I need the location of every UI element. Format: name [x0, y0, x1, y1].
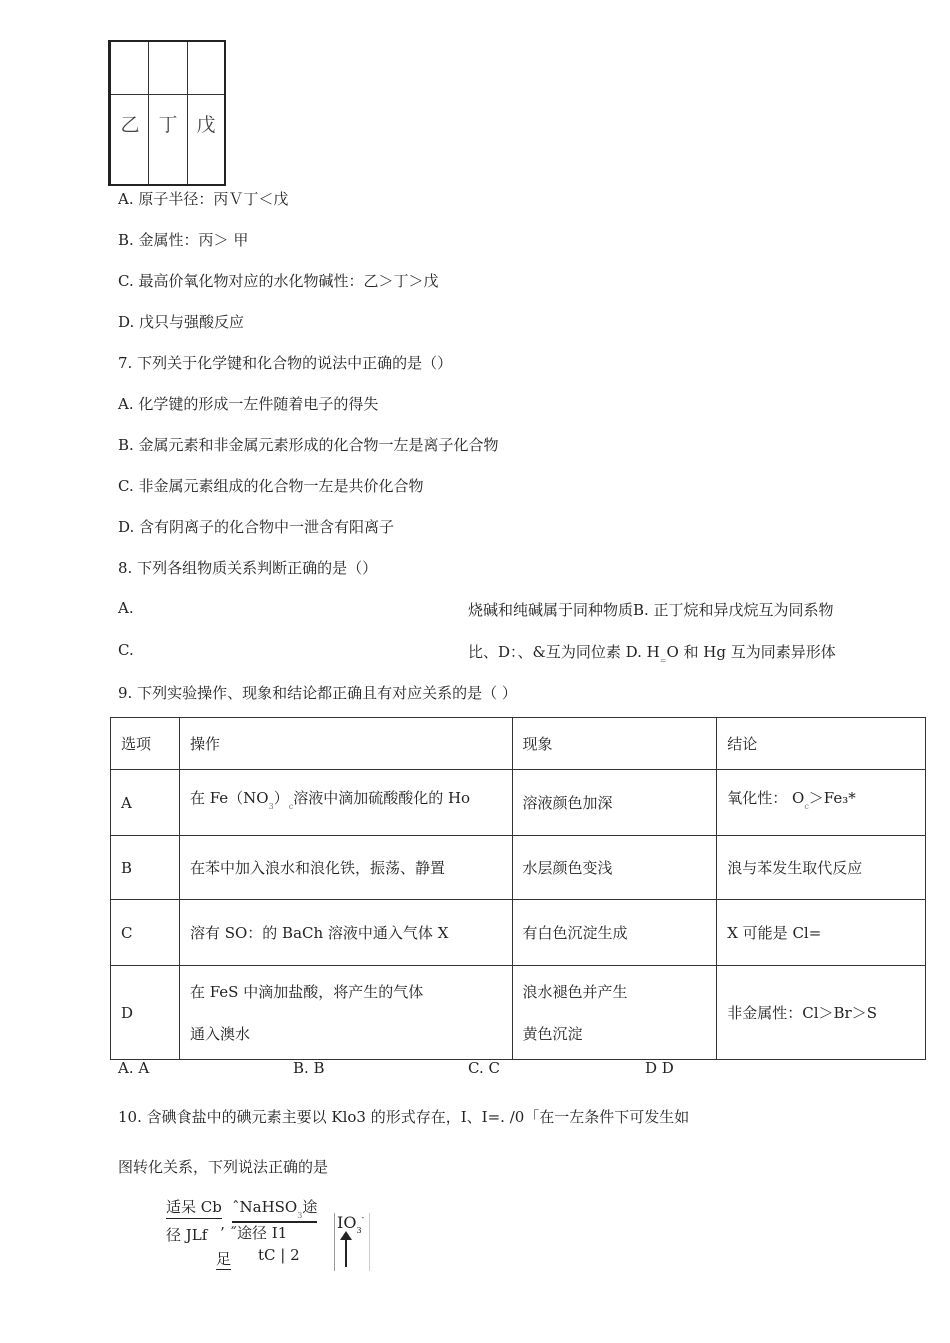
q6-option-c: C. 最高价氧化物对应的水化物碱性：乙＞丁＞戊 — [118, 272, 439, 290]
header-conclusion: 结论 — [717, 718, 926, 770]
grid-cell-ding: 丁 — [158, 114, 178, 136]
header-option: 选项 — [111, 718, 180, 770]
table-row — [111, 836, 926, 900]
row-option: B — [111, 836, 180, 900]
row-conclusion: 非金属性：Cl＞Br＞S — [717, 966, 926, 1060]
header-phenomenon: 现象 — [512, 718, 717, 770]
q9-table — [110, 717, 926, 1060]
diagram-label-foot: 足 — [216, 1250, 232, 1268]
header-operation: 操作 — [179, 718, 512, 770]
row-option: C — [111, 900, 180, 966]
row-option: A — [111, 770, 180, 836]
row-operation: 溶有 SO：的 BaCh 溶液中通入气体 X — [179, 900, 512, 966]
row-phenomenon: 有白色沉淀生成 — [512, 900, 717, 966]
diagram-label-path1-top: 适呆 Cb — [166, 1196, 222, 1219]
q6-option-d: D. 戊只与强酸反应 — [118, 313, 245, 331]
row-conclusion: 氧化性： $O_c>Fe_3*$ — [717, 770, 926, 836]
periodic-table-fragment — [108, 40, 226, 186]
q9-answer-c: C. C — [468, 1059, 500, 1077]
q8-option-c-label: C. — [118, 641, 134, 659]
row-conclusion: X 可能是 Cl= — [717, 900, 926, 966]
q10-stem-line2: 图转化关系，下列说法正确的是 — [118, 1158, 329, 1176]
q9-answer-a: A. A — [118, 1059, 150, 1077]
q8-option-a-label: A. — [118, 599, 134, 617]
q7-option-b: B. 金属元素和非金属元素形成的化合物一左是离子化合物 — [118, 436, 499, 454]
q8-option-a-text: 烧碱和纯碱属于同种物质B. 正丁烷和异戊烷互为同系物 — [468, 601, 834, 619]
diagram-label-path3: tC | 2 — [258, 1246, 300, 1264]
iodate-box — [334, 1213, 370, 1271]
row-operation: 在 FeS 中滴加盐酸，将产生的气体 通入澳水 — [179, 966, 512, 1060]
q6-option-a: A. 原子半径：丙Ｖ丁＜戊 — [118, 190, 289, 208]
q8-option-c-text: 比、D：、&互为同位素 D. $H_=O$ 和 Hg 互为同素异形体 — [468, 643, 836, 665]
q7-option-c: C. 非金属元素组成的化合物一左是共价化合物 — [118, 477, 424, 495]
row-phenomenon: 溶液颜色加深 — [512, 770, 717, 836]
q10-stem-line1: 10. 含碘食盐中的碘元素主要以 Klo3 的形式存在，I、I=. /0「在一左条件下可发生如 — [118, 1108, 690, 1126]
table-header-row — [111, 718, 926, 770]
table-row — [111, 900, 926, 966]
q6-option-b: B. 金属性：丙＞ 甲 — [118, 231, 249, 249]
row-option: D — [111, 966, 180, 1060]
table-row — [111, 770, 926, 836]
table-row — [111, 966, 926, 1060]
q8-stem: 8. 下列各组物质关系判断正确的是（） — [118, 559, 378, 577]
grid-cell-wu: 戊 — [196, 114, 216, 136]
iodate-label: $IO_3^-$ — [337, 1213, 365, 1235]
q9-answer-d: D D — [645, 1059, 674, 1077]
grid-cell-yi: 乙 — [120, 114, 140, 136]
q7-option-a: A. 化学键的形成一左件随着电子的得失 — [118, 395, 379, 413]
row-operation: 在 $Fe(NO_3)_c$溶液中滴加硫酸酸化的 Ho — [179, 770, 512, 836]
row-phenomenon: 水层颜色变浅 — [512, 836, 717, 900]
q9-stem: 9. 下列实验操作、现象和结论都正确且有对应关系的是（ ） — [118, 684, 517, 702]
q7-stem: 7. 下列关于化学键和化合物的说法中正确的是（） — [118, 354, 453, 372]
row-conclusion: 浪与苯发生取代反应 — [717, 836, 926, 900]
diagram-label-nahso3: ˆNaHSO$_3$途 — [232, 1196, 317, 1223]
diagram-label-path1-bottom: 径 JLf — [166, 1226, 208, 1244]
q7-option-d: D. 含有阴离子的化合物中一泄含有阳离子 — [118, 518, 395, 536]
row-operation: 在苯中加入浪水和浪化铁，振荡、静置 — [179, 836, 512, 900]
q9-answer-b: B. B — [293, 1059, 325, 1077]
row-phenomenon: 浪水褪色并产生 黄色沉淀 — [512, 966, 717, 1060]
diagram-label-path2: ’ ˝途径 I1 — [220, 1224, 288, 1242]
